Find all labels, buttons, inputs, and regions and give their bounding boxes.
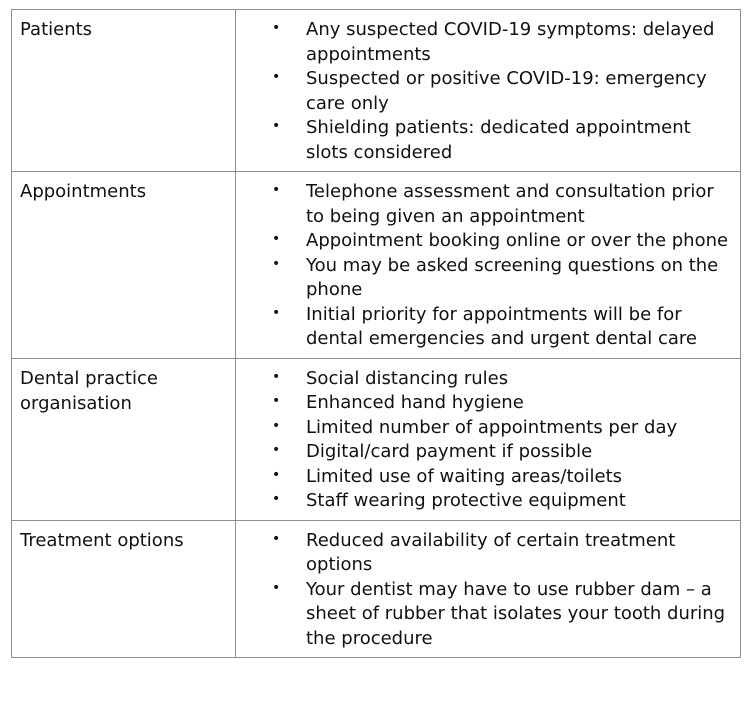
details-cell (236, 10, 741, 172)
bullet-icon: • (272, 255, 281, 272)
bullet-icon: • (272, 530, 281, 547)
list-item-text: Any suspected COVID-19 symptoms: delayed appointments (306, 19, 715, 65)
bullet-icon: • (272, 579, 281, 596)
list-item-text: Digital/card payment if possible (306, 441, 593, 462)
details-cell (236, 172, 741, 359)
list-item (236, 254, 734, 303)
list-item-text: Shielding patients: dedicated appointment slots considered (306, 117, 691, 163)
category-label: Patients (20, 19, 93, 40)
bullet-icon: • (272, 466, 281, 483)
list-item (236, 416, 734, 441)
list-item (236, 489, 734, 514)
list-item (236, 529, 734, 578)
bullet-icon: • (272, 304, 281, 321)
list-item-text: Limited number of appointments per day (306, 416, 678, 438)
bullet-icon: • (272, 393, 281, 409)
details-cell (236, 520, 741, 658)
list-item-text: Telephone assessment and consultation prior to being given an appointment (306, 181, 714, 227)
table-row-patients (12, 10, 741, 172)
category-cell (12, 358, 236, 520)
list-item-text: Social distancing rules (306, 367, 509, 389)
bullet-list (236, 359, 740, 520)
category-label: Treatment options (20, 529, 184, 551)
table-row-appointments (12, 172, 741, 359)
category-cell (12, 172, 236, 359)
list-item (236, 229, 734, 254)
bullet-icon: • (272, 231, 281, 247)
bullet-icon: • (272, 491, 281, 507)
bullet-icon: • (272, 118, 281, 134)
list-item-text: Enhanced hand hygiene (306, 392, 524, 413)
list-item-text: Reduced availability of certain treatment options (306, 529, 676, 575)
list-item-text: Suspected or positive COVID-19: emergency care only (306, 68, 707, 114)
bullet-list (236, 172, 740, 358)
list-item (236, 116, 734, 165)
list-item (236, 180, 734, 229)
list-item-text: Initial priority for appointments will be for dental emergencies and urgent dental care (306, 303, 697, 349)
bullet-icon: • (272, 20, 281, 36)
list-item (236, 391, 734, 416)
list-item (236, 303, 734, 352)
list-item (236, 578, 734, 652)
table-row-treatment-options (12, 520, 741, 658)
category-label: Appointments (20, 181, 147, 202)
bullet-icon: • (272, 417, 281, 434)
list-item (236, 440, 734, 465)
category-label: Dental practice organisation (20, 367, 158, 414)
list-item-text: Appointment booking online or over the phone (306, 230, 729, 251)
list-item-text: Limited use of waiting areas/toilets (306, 465, 623, 487)
bullet-icon: • (272, 182, 281, 198)
bullet-icon: • (272, 69, 281, 85)
list-item (236, 67, 734, 116)
guidance-table (11, 9, 741, 658)
list-item (236, 367, 734, 392)
table-row-dental-practice (12, 358, 741, 520)
bullet-list (236, 521, 740, 658)
details-cell (236, 358, 741, 520)
bullet-icon: • (272, 442, 281, 458)
category-cell (12, 520, 236, 658)
list-item (236, 18, 734, 67)
list-item-text: You may be asked screening questions on the phone (306, 254, 719, 300)
list-item-text: Your dentist may have to use rubber dam – a sheet of rubber that isolates your tooth during the procedure (306, 578, 726, 649)
category-cell (12, 10, 236, 172)
list-item-text: Staff wearing protective equipment (306, 490, 626, 511)
bullet-icon: • (272, 368, 281, 385)
bullet-list (236, 10, 740, 171)
list-item (236, 465, 734, 490)
